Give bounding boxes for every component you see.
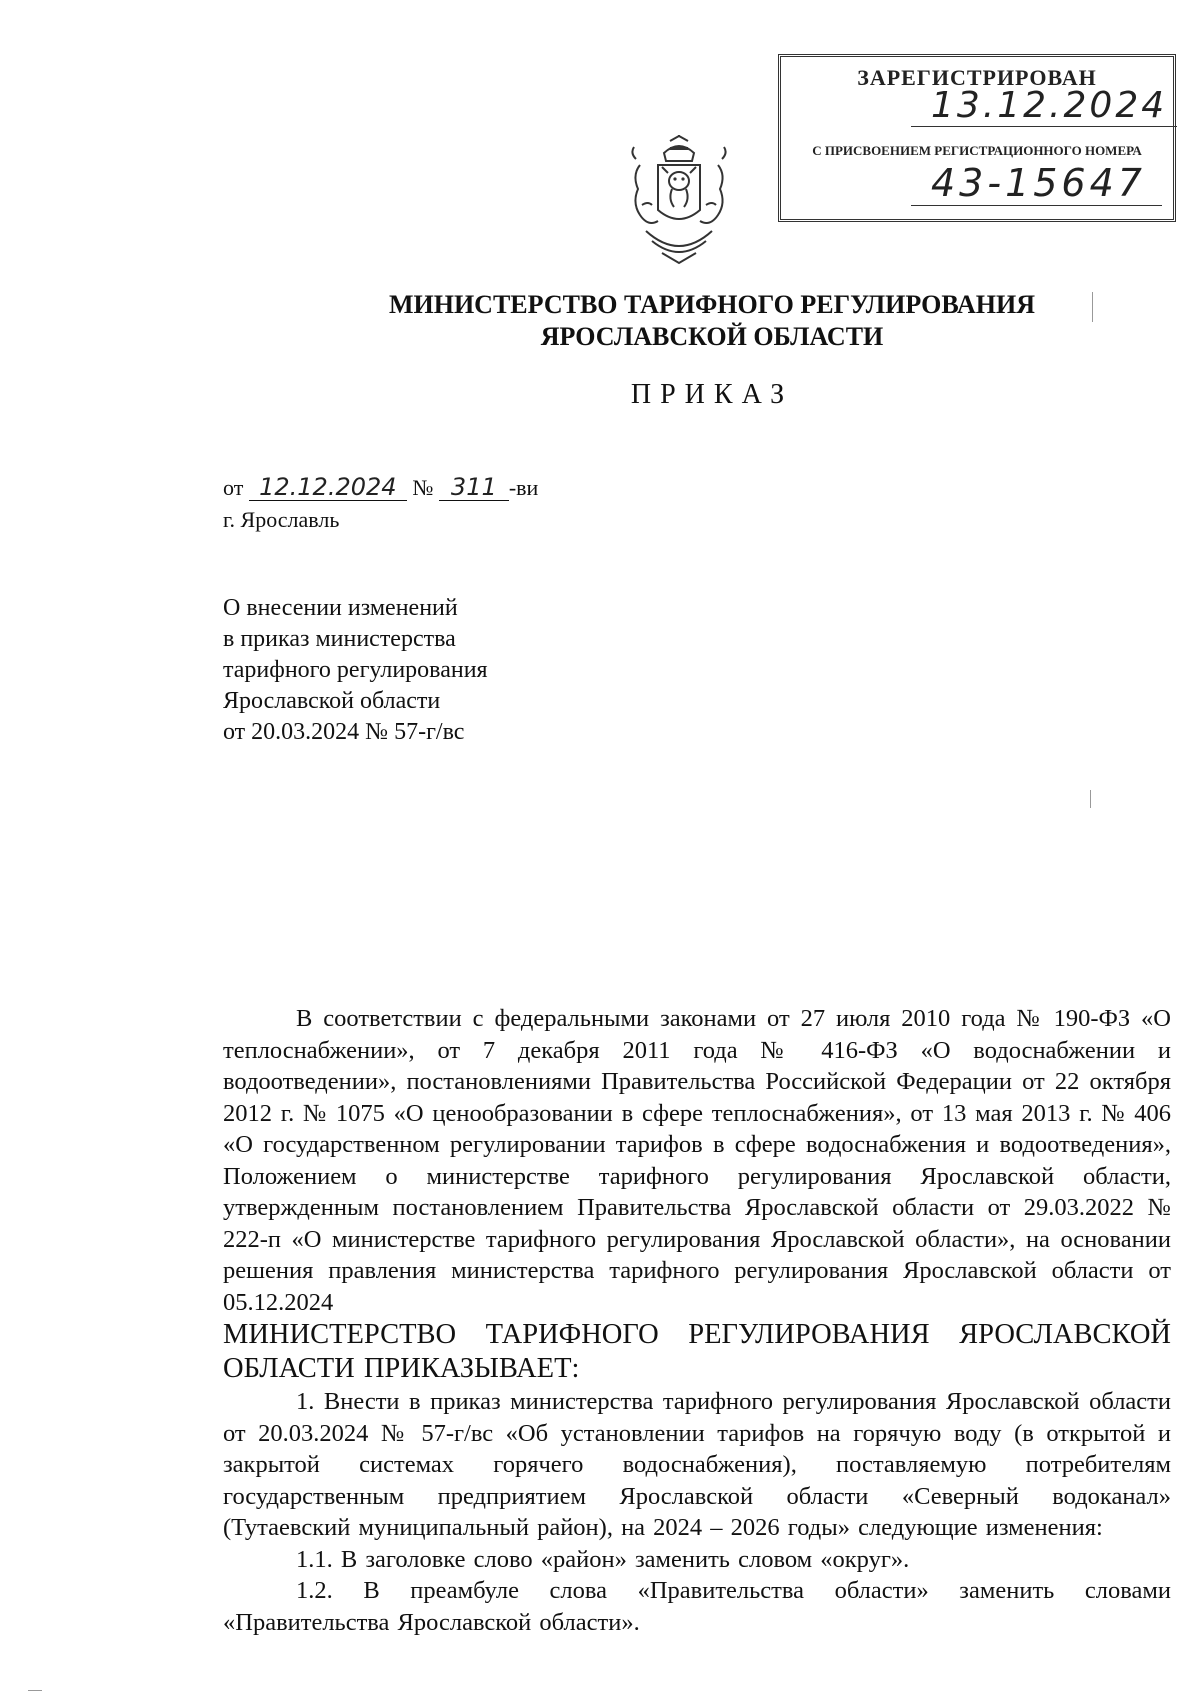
preamble-paragraph: В соответствии с федеральными законами от 27 июля 2010 года № 190-ФЗ «О теплоснабжении», от 7 декабря 2011 года № 416-ФЗ «О водоснабжении и водоотведении», постановлениями Правительства Российской Федерации от 22 октября 2012 г. № 1075 «О ценообразовании в сфере теплоснабжения», от 13 мая 2013 г. № 406 «О государственном регулировании тарифов в сфере водоснабжения и водоотведения», Положением о министерстве тарифного регулирования Ярославской области, утвержденным постановлением Правительства Ярославской области от 29.03.2022 № 222-п «О министерстве тарифного регулирования Ярославской области», на основании решения правления министерства тарифного регулирования Ярославской области от 05.12.2024 xyxy=(223,1005,1171,1316)
stamp-date: 13.12.2024 xyxy=(911,85,1177,127)
document-subject xyxy=(223,593,488,748)
document-type: ПРИКАЗ xyxy=(630,379,794,410)
date-number-line xyxy=(223,472,538,504)
document-date: 12.12.2024 xyxy=(249,474,407,501)
number-suffix: -ви xyxy=(508,475,539,500)
organization-name-line2: ЯРОСЛАВСКОЙ ОБЛАСТИ xyxy=(540,322,884,351)
document-body xyxy=(223,1003,1171,1638)
document-city: г. Ярославль xyxy=(223,507,340,532)
document-meta xyxy=(223,472,538,536)
registration-stamp xyxy=(778,54,1176,222)
organization-name xyxy=(0,289,1200,353)
stamp-subtitle: С ПРИСВОЕНИЕМ РЕГИСТРАЦИОННОГО НОМЕРА xyxy=(812,143,1142,158)
item-1-2-paragraph: 1.2. В преамбуле слова «Правительства области» заменить словами «Правительства Ярославской области». xyxy=(223,1577,1171,1636)
subject-line: от 20.03.2024 № 57-г/вс xyxy=(223,719,465,745)
from-label: от xyxy=(223,475,244,500)
decree-statement: МИНИСТЕРСТВО ТАРИФНОГО РЕГУЛИРОВАНИЯ ЯРОСЛАВСКОЙ ОБЛАСТИ ПРИКАЗЫВАЕТ: xyxy=(223,1319,1171,1384)
scan-artifact xyxy=(1092,292,1093,322)
subject-line: Ярославской области xyxy=(223,688,441,714)
number-label: № xyxy=(412,475,434,500)
subject-line: О внесении изменений xyxy=(223,595,458,621)
document-number: 311 xyxy=(439,474,509,501)
coat-of-arms-icon xyxy=(622,135,737,270)
item-1-paragraph: 1. Внести в приказ министерства тарифного регулирования Ярославской области от 20.03.2024 № 57-г/вс «Об установлении тарифов на горячую воду (в открытой и закрытой системах горячего водоснабжения), поставляемую потребителям государственным предприятием Ярославской области «Северный водоканал» (Тутаевский муниципальный район), на 2024 – 2026 годы» следующие изменения: xyxy=(223,1388,1171,1541)
item-1-1-paragraph: 1.1. В заголовке слово «район» заменить словом «округ». xyxy=(296,1545,910,1573)
scan-artifact xyxy=(28,1690,42,1691)
subject-line: тарифного регулирования xyxy=(223,657,488,683)
stamp-title: ЗАРЕГИСТРИРОВАН xyxy=(857,65,1097,90)
scan-artifact xyxy=(1090,790,1091,808)
subject-line: в приказ министерства xyxy=(223,626,456,652)
stamp-registration-number: 43-15647 xyxy=(911,161,1162,206)
organization-name-line1: МИНИСТЕРСТВО ТАРИФНОГО РЕГУЛИРОВАНИЯ xyxy=(388,290,1036,319)
